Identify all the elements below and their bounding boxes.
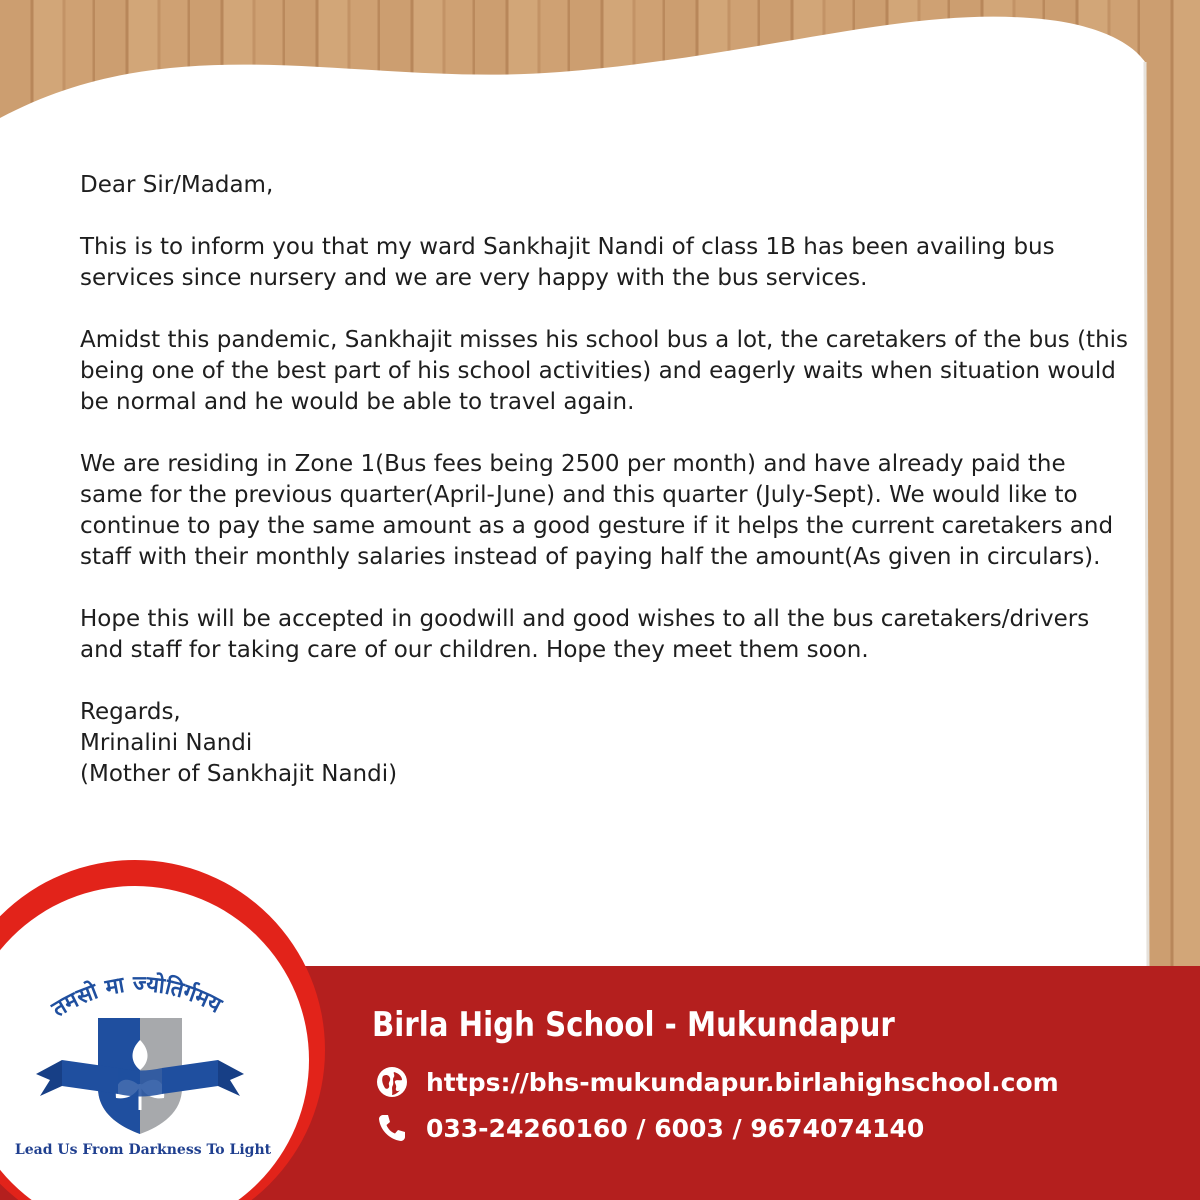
letter-salutation: Dear Sir/Madam, xyxy=(80,172,274,198)
website-link[interactable]: https://bhs-mukundapur.birlahighschool.com xyxy=(426,1067,1059,1097)
phone-numbers[interactable]: 033-24260160 / 6003 / 9674074140 xyxy=(426,1113,925,1143)
letter-paragraph-3: We are residing in Zone 1(Bus fees being 2500 per month) and have already paid the same for the previous quarter(April-June) and this quarter (July-Sept). We would like to continue to pay the same amount as a good gesture if it helps the current caretakers and staff with their monthly salaries instead of paying half the amount(As given in circulars). xyxy=(80,451,1114,570)
school-name: Birla High School - Mukundapur xyxy=(372,1005,895,1045)
letter-signer-relation: (Mother of Sankhajit Nandi) xyxy=(80,761,398,787)
letter-signer-name: Mrinalini Nandi xyxy=(80,730,253,756)
letter-paragraph-4: Hope this will be accepted in goodwill and good wishes to all the bus caretakers/drivers and staff for taking care of our children. Hope they meet them soon. xyxy=(80,606,1090,663)
website-row[interactable] xyxy=(376,1064,1059,1100)
letter-closing: Regards, xyxy=(80,699,181,725)
letter-paragraph-1: This is to inform you that my ward Sankhajit Nandi of class 1B has been availing bus services since nursery and we are very happy with the bus services. xyxy=(80,234,1055,291)
logo-tagline: Lead Us From Darkness To Light xyxy=(14,1142,272,1158)
globe-icon xyxy=(376,1066,408,1098)
phone-icon xyxy=(376,1112,408,1144)
logo-motto: तमसो मा ज्योतिर्गमय xyxy=(47,971,226,1023)
letter-paragraph-2: Amidst this pandemic, Sankhajit misses his school bus a lot, the caretakers of the bus (this being one of the best part of his school activities) and eagerly waits when situation would be normal and he would be able to travel again. xyxy=(80,327,1129,415)
phone-row[interactable] xyxy=(376,1110,924,1146)
